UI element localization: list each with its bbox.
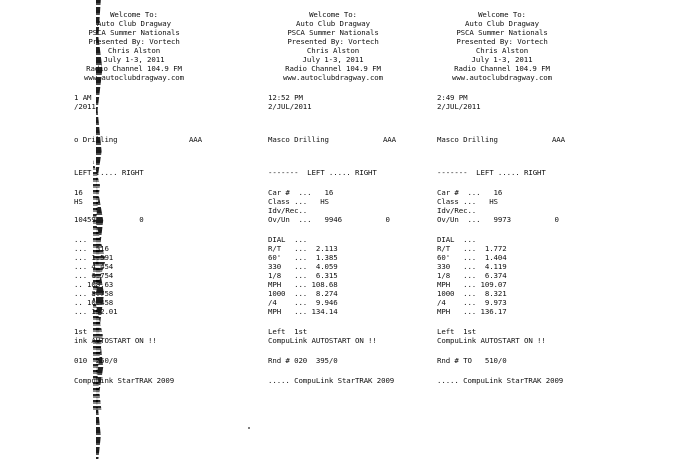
autostart-line: CompuLink AUTOSTART ON !! xyxy=(268,336,377,345)
sponsor-code: AAA xyxy=(188,135,202,144)
header-line: Welcome To: xyxy=(110,10,158,19)
vehicle-row: 16 xyxy=(74,188,83,197)
spacer xyxy=(268,111,428,135)
stat-row: ... .516 xyxy=(74,244,109,253)
stat-row: ... 6.754 xyxy=(74,271,114,280)
footer-line: CompuLink StarTRAK 2009 xyxy=(74,376,175,385)
header-line: July 1-3, 2011 xyxy=(103,55,165,64)
stat-row: MPH ... 109.07 xyxy=(437,280,507,289)
vehicle-row: Car # ... 16 xyxy=(268,188,334,197)
vehicle-row: Ov/Un ... 9946 0 xyxy=(268,215,390,224)
slip-date: /2011 xyxy=(74,102,96,111)
stat-row: DIAL ... xyxy=(268,235,308,244)
spacer xyxy=(437,345,597,356)
header-line: Chris Alston xyxy=(107,46,161,55)
spacer xyxy=(74,177,184,188)
stat-row: R/T ... 1.772 xyxy=(437,244,507,253)
vehicle-row: Idv/Rec.. xyxy=(268,206,308,215)
vehicle-row: 10459 0 xyxy=(74,215,144,224)
stat-row: ... xyxy=(74,235,88,244)
header-line: www.autoclubdragway.com xyxy=(451,73,553,82)
stat-row: 1/8 ... 6.315 xyxy=(268,271,338,280)
spacer xyxy=(268,224,428,235)
spacer xyxy=(268,177,428,188)
header-line: Welcome To: xyxy=(478,10,526,19)
slip-header xyxy=(74,10,194,82)
spacer xyxy=(268,82,428,93)
spacer xyxy=(268,316,428,327)
stat-row: ... 4.454 xyxy=(74,262,114,271)
timeslip-left xyxy=(74,10,202,385)
spacer xyxy=(437,316,597,327)
spacer xyxy=(74,345,184,356)
lane-header: ------- LEFT ..... RIGHT xyxy=(437,168,546,177)
header-line: www.autoclubdragway.com xyxy=(83,73,185,82)
stat-row: MPH ... 108.68 xyxy=(268,280,338,289)
header-line: www.autoclubdragway.com xyxy=(282,73,384,82)
spacer xyxy=(437,365,597,376)
slip-time: 12:52 PM xyxy=(268,93,303,102)
autostart-line: CompuLink AUTOSTART ON !! xyxy=(437,336,546,345)
autostart-line: ink AUTOSTART ON !! xyxy=(74,336,157,345)
stat-row: ... 8.758 xyxy=(74,289,114,298)
header-line: Chris Alston xyxy=(306,46,360,55)
stat-row: 330 ... 4.119 xyxy=(437,262,507,271)
header-line: PSCA Summer Nationals xyxy=(287,28,379,37)
lane-header: LEFT ..... RIGHT xyxy=(74,168,144,177)
lane-header: ------- LEFT ..... RIGHT xyxy=(268,168,377,177)
round-line: Rnd # 020 395/0 xyxy=(268,356,338,365)
stat-row: .. 108.63 xyxy=(74,280,114,289)
spacer xyxy=(437,224,597,235)
vehicle-row: Class ... HS xyxy=(437,197,498,206)
spacer xyxy=(74,365,184,376)
vehicle-row xyxy=(74,206,184,215)
stat-row: ... 1.591 xyxy=(74,253,114,262)
spacer xyxy=(74,82,184,93)
spacer xyxy=(268,144,428,168)
header-line: Welcome To: xyxy=(309,10,357,19)
spacer xyxy=(268,345,428,356)
vehicle-row: Idv/Rec.. xyxy=(437,206,477,215)
spacer xyxy=(437,144,597,168)
sponsor-row xyxy=(74,135,202,144)
header-line: Radio Channel 104.9 FM xyxy=(86,64,182,73)
stat-row: R/T ... 2.113 xyxy=(268,244,338,253)
header-line: PSCA Summer Nationals xyxy=(88,28,180,37)
result-line: 1st xyxy=(74,327,88,336)
stat-row: 1/8 ... 6.374 xyxy=(437,271,507,280)
sponsor-name: Masco Drilling xyxy=(437,135,498,144)
spacer xyxy=(437,82,597,93)
spacer xyxy=(437,111,597,135)
round-line: Rnd # TO 510/0 xyxy=(437,356,507,365)
speck xyxy=(248,427,250,429)
sponsor-code: AAA xyxy=(382,135,396,144)
footer-line: ..... CompuLink StarTRAK 2009 xyxy=(437,376,564,385)
header-line: Auto Club Dragway xyxy=(296,19,370,28)
slip-header xyxy=(437,10,567,82)
header-line: Chris Alston xyxy=(475,46,529,55)
slip-time: 1 AM xyxy=(74,93,92,102)
spacer xyxy=(74,111,184,135)
spacer xyxy=(437,177,597,188)
vehicle-row: Class ... HS xyxy=(268,197,329,206)
stat-row: 1000 ... 8.321 xyxy=(437,289,507,298)
sponsor-code: AAA xyxy=(551,135,565,144)
vehicle-row: HS xyxy=(74,197,83,206)
sponsor-row xyxy=(437,135,565,144)
timeslip-right xyxy=(437,10,597,385)
slip-time: 2:49 PM xyxy=(437,93,468,102)
header-line: Presented By: Vortech xyxy=(88,37,180,46)
header-line: July 1-3, 2011 xyxy=(302,55,364,64)
stat-row: 330 ... 4.059 xyxy=(268,262,338,271)
result-line: Left 1st xyxy=(268,327,308,336)
footer-line: ..... CompuLink StarTRAK 2009 xyxy=(268,376,395,385)
result-line: Left 1st xyxy=(437,327,477,336)
sponsor-row xyxy=(268,135,396,144)
spacer xyxy=(74,224,184,235)
spacer xyxy=(268,365,428,376)
stat-row: ... 132.01 xyxy=(74,307,118,316)
stat-row: 60' ... 1.404 xyxy=(437,253,507,262)
stat-row: .. 10.458 xyxy=(74,298,114,307)
vehicle-row: Ov/Un ... 9973 0 xyxy=(437,215,559,224)
sponsor-name: o Drilling xyxy=(74,135,118,144)
stat-row: /4 ... 9.946 xyxy=(268,298,338,307)
header-line: Auto Club Dragway xyxy=(465,19,539,28)
stat-row: 1000 ... 8.274 xyxy=(268,289,338,298)
stat-row: DIAL ... xyxy=(437,235,477,244)
slip-date: 2/JUL/2011 xyxy=(437,102,481,111)
header-line: Presented By: Vortech xyxy=(456,37,548,46)
header-line: PSCA Summer Nationals xyxy=(456,28,548,37)
stat-row: /4 ... 9.973 xyxy=(437,298,507,307)
spacer xyxy=(74,316,184,327)
timeslip-center xyxy=(268,10,428,385)
round-line: 010 250/0 xyxy=(74,356,118,365)
slip-date: 2/JUL/2011 xyxy=(268,102,312,111)
header-line: Radio Channel 104.9 FM xyxy=(285,64,381,73)
header-line: Presented By: Vortech xyxy=(287,37,379,46)
vehicle-row: Car # ... 16 xyxy=(437,188,503,197)
stat-row: MPH ... 134.14 xyxy=(268,307,338,316)
header-line: Auto Club Dragway xyxy=(97,19,171,28)
stat-row: 60' ... 1.385 xyxy=(268,253,338,262)
header-line: Radio Channel 104.9 FM xyxy=(454,64,550,73)
header-line: July 1-3, 2011 xyxy=(471,55,533,64)
spacer xyxy=(74,144,184,168)
slip-header xyxy=(268,10,398,82)
sponsor-name: Masco Drilling xyxy=(268,135,329,144)
stat-row: MPH ... 136.17 xyxy=(437,307,507,316)
